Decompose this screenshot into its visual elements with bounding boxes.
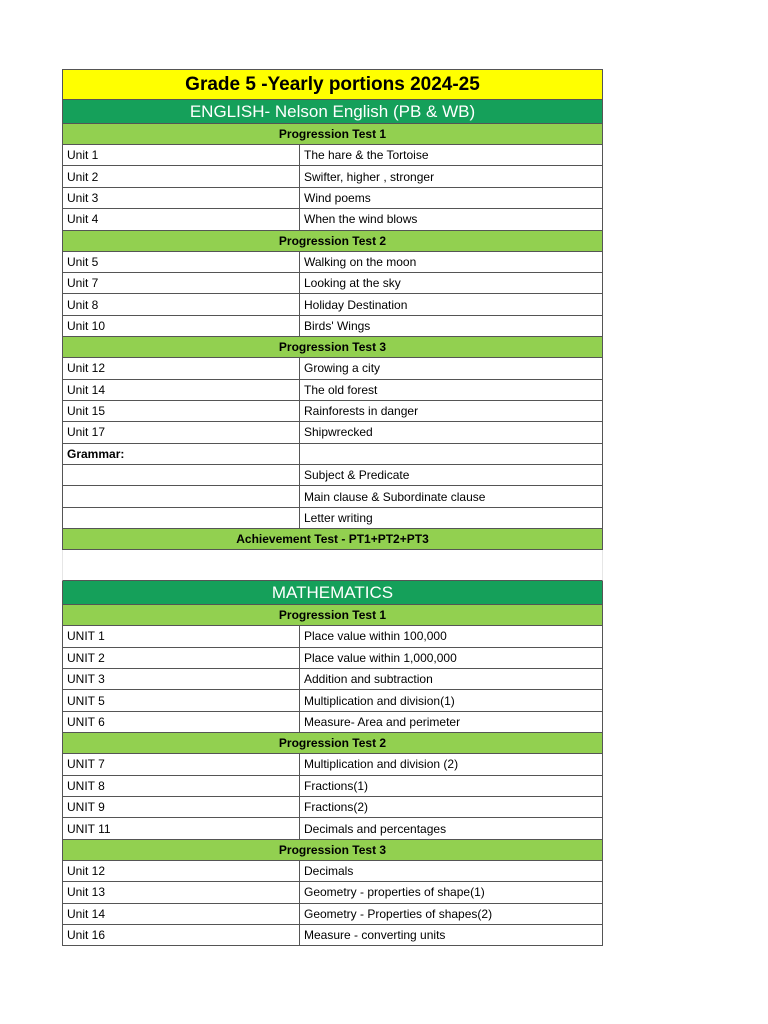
table-row <box>62 776 603 797</box>
table-row <box>62 465 603 486</box>
topic-cell: Rainforests in danger <box>304 404 419 419</box>
topic-cell: When the wind blows <box>304 212 418 227</box>
unit-cell: Unit 16 <box>63 925 300 945</box>
topic-cell: Holiday Destination <box>304 297 408 312</box>
unit-cell: Unit 3 <box>63 188 300 208</box>
unit-cell: UNIT 6 <box>63 712 300 732</box>
table-row <box>62 294 603 315</box>
unit-cell: UNIT 11 <box>63 818 300 838</box>
topic-cell: Decimals <box>304 863 354 878</box>
table-row <box>62 690 603 711</box>
topic-cell: Measure - converting units <box>304 928 446 943</box>
unit-cell: UNIT 1 <box>63 626 300 646</box>
unit-cell: Unit 1 <box>63 145 300 165</box>
unit-cell: UNIT 3 <box>63 669 300 689</box>
unit-cell: Unit 12 <box>63 861 300 881</box>
topic-cell: Looking at the sky <box>304 276 401 291</box>
topic-cell: Shipwrecked <box>304 425 373 440</box>
english-pt3-header: Progression Test 3 <box>62 337 603 358</box>
unit-cell: Unit 15 <box>63 401 300 421</box>
topic-cell <box>300 444 602 464</box>
unit-cell <box>63 508 300 528</box>
unit-cell: Unit 17 <box>63 422 300 442</box>
unit-cell: Unit 4 <box>63 209 300 229</box>
table-row <box>62 273 603 294</box>
topic-cell: The old forest <box>304 382 378 397</box>
table-row <box>62 209 603 230</box>
unit-cell: Unit 8 <box>63 294 300 314</box>
table-row <box>62 508 603 529</box>
table-row <box>62 904 603 925</box>
table-row <box>62 166 603 187</box>
table-row <box>62 925 603 946</box>
topic-cell: Wind poems <box>304 190 371 205</box>
unit-cell: Unit 14 <box>63 380 300 400</box>
topic-cell: Addition and subtraction <box>304 672 433 687</box>
table-row <box>62 861 603 882</box>
unit-cell: Unit 13 <box>63 882 300 902</box>
math-pt1-header: Progression Test 1 <box>62 605 603 626</box>
topic-cell: Letter writing <box>304 511 373 526</box>
topic-cell: Place value within 1,000,000 <box>304 650 457 665</box>
unit-cell: Unit 14 <box>63 904 300 924</box>
math-pt2-header: Progression Test 2 <box>62 733 603 754</box>
grammar-label: Grammar: <box>63 444 300 464</box>
sheet-title: Grade 5 -Yearly portions 2024-25 <box>62 69 603 100</box>
grammar-row <box>62 444 603 465</box>
table-row <box>62 145 603 166</box>
table-row <box>62 818 603 839</box>
unit-cell: UNIT 5 <box>63 690 300 710</box>
unit-cell: UNIT 9 <box>63 797 300 817</box>
table-row <box>62 626 603 647</box>
table-row <box>62 252 603 273</box>
topic-cell: The hare & the Tortoise <box>304 148 429 163</box>
topic-cell: Fractions(2) <box>304 800 369 815</box>
portions-sheet <box>62 69 603 946</box>
topic-cell: Main clause & Subordinate clause <box>304 489 486 504</box>
unit-cell <box>63 465 300 485</box>
table-row <box>62 316 603 337</box>
topic-cell: Growing a city <box>304 361 381 376</box>
english-pt2-header: Progression Test 2 <box>62 231 603 252</box>
table-row <box>62 648 603 669</box>
table-row <box>62 188 603 209</box>
topic-cell: Birds' Wings <box>304 318 371 333</box>
english-header: ENGLISH- Nelson English (PB & WB) <box>62 100 603 124</box>
topic-cell: Multiplication and division (2) <box>304 757 459 772</box>
english-pt1-header: Progression Test 1 <box>62 124 603 145</box>
math-header: MATHEMATICS <box>62 581 603 605</box>
topic-cell: Geometry - properties of shape(1) <box>304 885 485 900</box>
table-row <box>62 358 603 379</box>
section-spacer <box>62 550 603 581</box>
topic-cell: Decimals and percentages <box>304 821 447 836</box>
table-row <box>62 401 603 422</box>
topic-cell: Swifter, higher , stronger <box>304 169 435 184</box>
english-achievement-row: Achievement Test - PT1+PT2+PT3 <box>62 529 603 550</box>
topic-cell: Place value within 100,000 <box>304 629 447 644</box>
unit-cell: Unit 10 <box>63 316 300 336</box>
table-row <box>62 797 603 818</box>
table-row <box>62 882 603 903</box>
table-row <box>62 712 603 733</box>
topic-cell: Fractions(1) <box>304 778 369 793</box>
topic-cell: Geometry - Properties of shapes(2) <box>304 906 493 921</box>
table-row <box>62 486 603 507</box>
unit-cell: Unit 7 <box>63 273 300 293</box>
unit-cell: Unit 2 <box>63 166 300 186</box>
unit-cell: UNIT 7 <box>63 754 300 774</box>
table-row <box>62 669 603 690</box>
topic-cell: Measure- Area and perimeter <box>304 715 461 729</box>
unit-cell: Unit 12 <box>63 358 300 378</box>
topic-cell: Subject & Predicate <box>304 468 410 483</box>
math-pt3-header: Progression Test 3 <box>62 840 603 861</box>
topic-cell: Walking on the moon <box>304 254 417 269</box>
table-row <box>62 754 603 775</box>
unit-cell: UNIT 8 <box>63 776 300 796</box>
table-row <box>62 380 603 401</box>
topic-cell: Multiplication and division(1) <box>304 693 455 708</box>
unit-cell <box>63 486 300 506</box>
unit-cell: UNIT 2 <box>63 648 300 668</box>
unit-cell: Unit 5 <box>63 252 300 272</box>
table-row <box>62 422 603 443</box>
